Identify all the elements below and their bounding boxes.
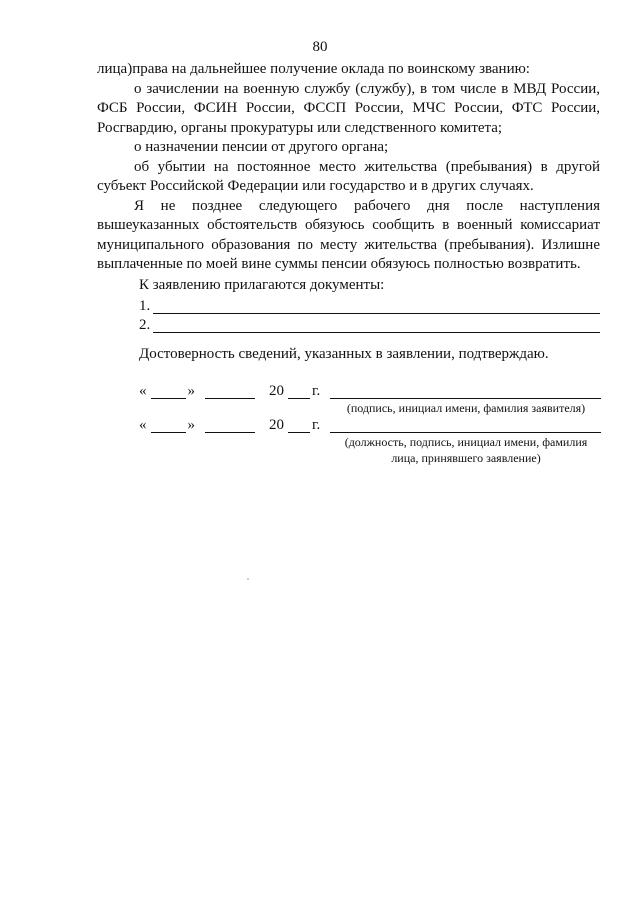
scan-speck [247,578,249,580]
open-quote: « [139,417,147,433]
attachment-number: 1. [139,298,151,314]
applicant-signature-row [139,382,601,402]
attachments-title: К заявлению прилагаются документы: [139,277,385,293]
paragraph-obligation: Я не позднее следующего рабочего дня после наступления вышеуказанных обстоятельств обязуюсь сообщить в военный комиссариат муниципального образования по месту жительства (пребывания). Излишне выплаченные по моей вине суммы пенсии обязуюсь полностью возвратить. [97,197,600,272]
attachment-row [139,317,600,336]
close-quote: » [187,417,195,433]
receiver-signature-row [139,416,601,436]
attachment-number: 2. [139,317,151,333]
paragraph-other-pension: о назначении пенсии от другого органа; [134,139,389,155]
paragraph-relocation: об убытии на постоянное место жительства (пребывания) в другой субъект Российской Федерации или государство и в других случаях. [97,158,600,194]
month-blank[interactable] [205,397,255,399]
year-prefix: 20 [269,417,284,433]
year-suffix: г. [312,417,321,433]
signature-blank[interactable] [330,431,601,433]
attachment-blank-line[interactable] [153,312,600,314]
signature-blank[interactable] [330,397,601,399]
statement-body [97,60,600,275]
applicant-signature-caption: (подпись, инициал имени, фамилия заявителя) [346,401,586,415]
month-blank[interactable] [205,431,255,433]
close-quote: » [187,383,195,399]
open-quote: « [139,383,147,399]
receiver-signature-caption: (должность, подпись, инициал имени, фамилия лица, принявшего заявление) [344,435,588,465]
year-prefix: 20 [269,383,284,399]
day-blank[interactable] [151,431,186,433]
paragraph-enlistment: о зачислении на военную службу (службу), в том числе в МВД России, ФСБ России, ФСИН России, ФССП России, МЧС России, ФТС России, Росгвардию, органы прокуратуры или следственного комитета; [97,80,600,136]
page-number: 80 [312,39,328,55]
attachments-section [139,276,600,336]
attachment-blank-line[interactable] [153,331,600,333]
year-blank[interactable] [288,397,310,399]
year-blank[interactable] [288,431,310,433]
day-blank[interactable] [151,397,186,399]
paragraph-continuation: лица)права на дальнейшее получение оклада по воинскому званию: [97,61,530,77]
attachment-row [139,298,600,317]
year-suffix: г. [312,383,321,399]
confirmation-text: Достоверность сведений, указанных в заявлении, подтверждаю. [139,346,549,362]
